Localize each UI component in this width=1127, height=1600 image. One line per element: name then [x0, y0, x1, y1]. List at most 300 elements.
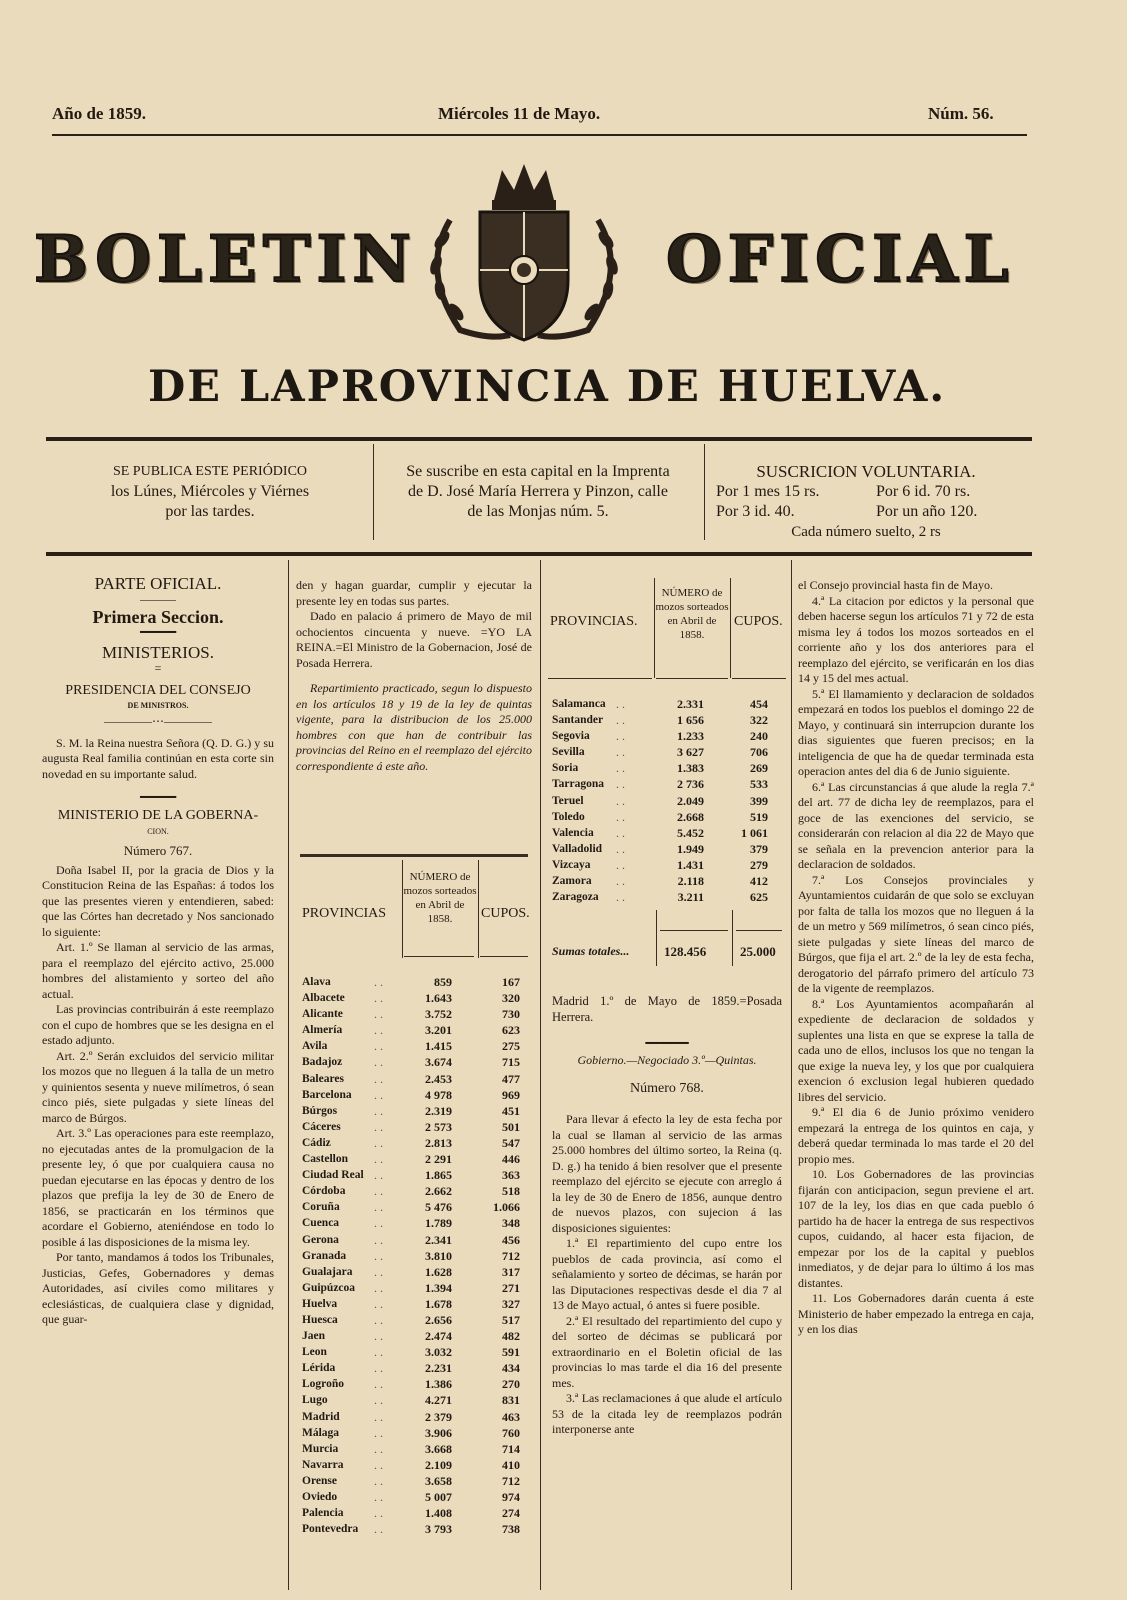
- leader-dots: . .: [616, 890, 625, 905]
- table-row: [298, 1215, 530, 1231]
- cupo-value: 279: [750, 857, 768, 872]
- paragraph: den y hagan guardar, cumplir y ejecutar la presente ley en todas sus partes.: [296, 578, 532, 608]
- info-divider: [704, 444, 705, 540]
- mozos-value: 2.109: [425, 1457, 452, 1472]
- table1-rows: [298, 974, 530, 1537]
- table-row: [548, 793, 786, 809]
- mozos-value: 2 379: [425, 1409, 452, 1424]
- cupo-value: 712: [502, 1473, 520, 1488]
- leader-dots: . .: [374, 1152, 383, 1167]
- presidencia-heading: PRESIDENCIA DEL CONSEJO: [65, 682, 251, 698]
- leader-dots: . .: [616, 857, 625, 872]
- province-name: Santander: [552, 714, 604, 727]
- mozos-value: 1.678: [425, 1296, 452, 1311]
- leader-dots: . .: [616, 841, 625, 856]
- mozos-value: 1.431: [677, 857, 704, 872]
- mozos-value: 2.231: [425, 1361, 452, 1376]
- table-row: [298, 1425, 530, 1441]
- paragraph: 8.ª Los Ayuntamientos acompañarán al expediente de declaracion de soldados y suplentes una lista en que se exprese la talla de cada uno de ellos, inclusos los que no tengan la que exige la nueva ley, y los que por cualquiera exencion ó exclusion legal hubieren quedado libres del servicio.: [798, 996, 1034, 1104]
- masthead-dateline: [52, 104, 1027, 130]
- cupo-value: 477: [502, 1071, 520, 1086]
- title-right: OFICIAL: [666, 222, 1015, 297]
- mozos-value: 1.394: [425, 1280, 452, 1295]
- top-rule: [52, 134, 1027, 136]
- leader-dots: . .: [374, 1490, 383, 1504]
- province-name: Málaga: [302, 1426, 340, 1439]
- table-rule: [660, 930, 728, 931]
- leader-dots: . .: [616, 874, 625, 889]
- province-name: Cádiz: [302, 1136, 331, 1149]
- paragraph: 9.ª El dia 6 de Junio próximo venidero empezará la entrega de los quintos en caja, y deberá quedar terminada lo mas tarde el 20 del propio mes.: [798, 1105, 1034, 1166]
- province-name: Zamora: [552, 875, 592, 888]
- cupo-value: 454: [750, 697, 768, 711]
- mozos-value: 1.415: [425, 1039, 452, 1054]
- mozos-value: 1.789: [425, 1216, 452, 1231]
- province-name: Albacete: [302, 992, 345, 1005]
- cupo-value: 730: [502, 1007, 520, 1022]
- totals-cupos: 25.000: [740, 944, 776, 959]
- info-divider: [373, 444, 374, 540]
- leader-dots: . .: [616, 713, 625, 728]
- year-label: Año de 1859.: [52, 104, 146, 123]
- cupo-value: 715: [502, 1055, 520, 1070]
- mozos-value: 4 978: [425, 1087, 452, 1102]
- cupo-value: 463: [502, 1409, 520, 1424]
- province-name: Avila: [302, 1040, 328, 1053]
- leader-dots: . .: [374, 1071, 383, 1086]
- table-row: [548, 841, 786, 857]
- cupo-value: 623: [502, 1023, 520, 1038]
- table-row: [298, 1296, 530, 1312]
- table-row: [298, 1264, 530, 1280]
- table-row: [548, 712, 786, 728]
- cupo-value: 322: [750, 713, 768, 728]
- mozos-value: 2.118: [677, 874, 704, 889]
- mozos-value: 2.668: [677, 809, 704, 824]
- province-name: Murcia: [302, 1442, 339, 1455]
- cupo-value: 327: [502, 1296, 520, 1311]
- mozos-value: 2.049: [677, 793, 704, 808]
- cupo-value: 519: [750, 809, 768, 824]
- mozos-value: 2.341: [425, 1232, 452, 1247]
- mozos-value: 859: [434, 975, 452, 989]
- cupo-value: 410: [502, 1457, 520, 1472]
- mozos-value: 3.810: [425, 1248, 452, 1263]
- table-row: [298, 1344, 530, 1360]
- column-4: [798, 578, 1034, 1338]
- leader-dots: . .: [374, 1264, 383, 1279]
- province-name: Gualajara: [302, 1265, 353, 1278]
- repartimiento-paragraph: Repartimiento practicado, segun lo dispuesto en los artículos 18 y 19 de la ley de quintas vigente, para la distribucion de los 25.000 hombres con que han de contribuir las provincias del Reino en el reemplazo del ejército correspondiente á este año.: [296, 681, 532, 773]
- table-divider: [732, 910, 733, 966]
- mozos-value: 1.628: [425, 1264, 452, 1279]
- cupo-value: 317: [502, 1264, 520, 1279]
- table-row: [298, 1473, 530, 1489]
- table-row: [298, 1038, 530, 1054]
- cupo-value: 706: [750, 745, 768, 760]
- leader-dots: . .: [374, 1184, 383, 1199]
- province-name: Guipúzcoa: [302, 1281, 356, 1294]
- leader-dots: . .: [374, 1345, 383, 1360]
- table-row: [298, 1232, 530, 1248]
- table-row: [548, 760, 786, 776]
- table-row: [298, 1054, 530, 1070]
- table-row: [298, 1199, 530, 1215]
- column-3: Madrid 1.º de Mayo de 1859.=Posada Herrera. ━━━━━━ Gobierno.—Negociado 3.º—Quintas. Número 768. Para llevar á efecto la ley de esta fecha por la cual se llaman al servicio de las armas 25.000 hombres del último sorteo, la Reina (q. D. g.) ha tenido á bien resolver que el presente reemplazo del ejército se ejecute con arreglo á la ley de 30 de Enero de 1856, aunque dentro de nuevos plazos, con sujecion á las disposiciones siguientes: 1.ª El repartimiento del cupo entre los pueblos de cada provincia, así como el señalamiento y sorteo de décimas, se harán por las Diputaciones respectivas desde el dia 7 al 13 de Mayo actual, ó antes si fuere posible. 2.ª El resultado del repartimiento del cupo y del sorteo de décimas se publicará por extraordinario en el Boletin oficial de las provincias lo mas tarde el dia 16 del presente mes. 3.ª Las reclamaciones á que alude el artículo 53 de la citada ley de reemplazos podrán interponerse ante: [552, 994, 782, 1436]
- mozos-value: 4.271: [425, 1393, 452, 1408]
- cupo-value: 412: [750, 874, 768, 889]
- number-768: Número 768.: [630, 1080, 704, 1096]
- cupo-value: 547: [502, 1135, 520, 1150]
- subscription-prices: SUSCRICION VOLUNTARIA. Por 1 mes 15 rs. Por 6 id. 70 rs. Por 3 id. 40. Por un año 120. Cada número suelto, 2 rs: [716, 462, 978, 540]
- mozos-value: 3.201: [425, 1023, 452, 1038]
- cupo-value: 451: [502, 1103, 520, 1118]
- paragraph: 2.ª El resultado del repartimiento del cupo y del sorteo de décimas se publicará por extraordinario en el Boletin oficial de las provincias lo mas tarde el dia 16 del presente mes.: [552, 1313, 782, 1390]
- table-row: [298, 1183, 530, 1199]
- cupo-value: 348: [502, 1216, 520, 1231]
- cupo-value: 274: [502, 1506, 520, 1521]
- leader-dots: . .: [616, 745, 625, 760]
- paragraph: Doña Isabel II, por la gracia de Dios y la Constitucion Reina de las Españas: á todos los que las presentes vieren y entendieren, sabed: que las Córtes han decretado y Nos sancionado lo siguiente:: [42, 862, 274, 939]
- province-name: Leon: [302, 1346, 327, 1359]
- table-divider: [478, 860, 479, 958]
- province-name: Huelva: [302, 1297, 338, 1310]
- cupo-value: 625: [750, 890, 768, 905]
- province-name: Baleares: [302, 1072, 344, 1085]
- mozos-value: 3 627: [677, 745, 704, 760]
- leader-dots: . .: [374, 1393, 383, 1408]
- table-rule: [548, 678, 652, 679]
- province-name: Huesca: [302, 1313, 338, 1326]
- table-row: [298, 1167, 530, 1183]
- mozos-value: 3.032: [425, 1345, 452, 1360]
- signature: Madrid 1.º de Mayo de 1859.=Posada Herrera.: [552, 994, 782, 1024]
- table-row: [298, 990, 530, 1006]
- table2-numero-header: NÚMERO de mozos sorteados en Abril de 1858.: [655, 587, 729, 641]
- province-name: Coruña: [302, 1201, 340, 1214]
- parte-oficial-heading: PARTE OFICIAL.: [94, 574, 222, 593]
- table-row: [298, 1119, 530, 1135]
- mozos-value: 2 291: [425, 1152, 452, 1167]
- province-name: Barcelona: [302, 1088, 352, 1101]
- leader-dots: . .: [374, 1361, 383, 1376]
- leader-dots: . .: [374, 1312, 383, 1327]
- leader-dots: . .: [616, 697, 625, 711]
- ministerio-gobernacion-heading: MINISTERIO DE LA GOBERNA-: [57, 808, 259, 823]
- column-divider: [288, 560, 289, 1590]
- cupo-value: 1 061: [741, 825, 768, 840]
- leader-dots: . .: [374, 991, 383, 1006]
- leader-dots: . .: [374, 1055, 383, 1070]
- table-row: [298, 1376, 530, 1392]
- mozos-value: 2.662: [425, 1184, 452, 1199]
- table-row: [298, 1521, 530, 1537]
- province-name: Soria: [552, 762, 579, 775]
- paragraph: el Consejo provincial hasta fin de Mayo.: [798, 578, 993, 592]
- paragraph: 11. Los Gobernadores darán cuenta á este Ministerio de haber empezado la entrega en caja, y en los dias: [798, 1291, 1034, 1336]
- table-rule: [736, 930, 782, 931]
- table-row: [298, 1006, 530, 1022]
- mozos-value: 1.408: [425, 1506, 452, 1521]
- province-name: Cáceres: [302, 1120, 341, 1133]
- table-row: [298, 1022, 530, 1038]
- province-name: Pontevedra: [302, 1523, 359, 1536]
- coat-of-arms-emblem: [410, 160, 638, 350]
- mozos-value: 2.656: [425, 1312, 452, 1327]
- table-row: [298, 1441, 530, 1457]
- mozos-value: 3.674: [425, 1055, 452, 1070]
- table-row: [298, 1328, 530, 1344]
- leader-dots: . .: [374, 1329, 383, 1344]
- mozos-value: 1.233: [677, 729, 704, 744]
- province-name: Navarra: [302, 1458, 344, 1471]
- table-row: [548, 776, 786, 792]
- leader-dots: . .: [374, 1200, 383, 1215]
- table-row: [298, 1409, 530, 1425]
- mozos-value: 1 656: [677, 713, 704, 728]
- primera-seccion-heading: Primera Seccion.: [92, 606, 224, 627]
- mozos-value: 1.949: [677, 841, 704, 856]
- table-row: [548, 696, 786, 712]
- leader-dots: . .: [374, 1425, 383, 1440]
- province-name: Jaen: [302, 1330, 325, 1343]
- column-divider: [540, 560, 541, 1590]
- paragraph: Art. 2.º Serán excluidos del servicio militar los mozos que no lleguen á la talla de un metro y quinientos sesenta y nueve milímetros, ó sean cinco piés, siete pulgadas y siete líneas del marco de Búrgos.: [42, 1048, 274, 1125]
- table-row: [548, 809, 786, 825]
- province-name: Orense: [302, 1474, 337, 1487]
- province-name: Tarragona: [552, 778, 604, 791]
- date-label: Miércoles 11 de Mayo.: [438, 104, 601, 123]
- table-row: [548, 728, 786, 744]
- cupo-value: 518: [502, 1184, 520, 1199]
- leader-dots: . .: [616, 793, 625, 808]
- mozos-value: 3.906: [425, 1425, 452, 1440]
- table-row: [298, 1248, 530, 1264]
- province-name: Salamanca: [552, 698, 606, 710]
- leader-dots: . .: [616, 825, 625, 840]
- negociado-heading: Gobierno.—Negociado 3.º—Quintas.: [577, 1053, 757, 1067]
- leader-dots: . .: [374, 1216, 383, 1231]
- leader-dots: . .: [374, 1119, 383, 1134]
- leader-dots: . .: [374, 1441, 383, 1456]
- leader-dots: . .: [374, 1023, 383, 1038]
- info-top-rule: [46, 437, 1032, 441]
- province-name: Segovia: [552, 730, 590, 743]
- cupo-value: 275: [502, 1039, 520, 1054]
- mozos-value: 2.474: [425, 1329, 452, 1344]
- table-row: [548, 873, 786, 889]
- paragraph: Art. 1.º Se llaman al servicio de las armas, para el reemplazo del ejército activo, 25.000 hombres del alistamiento y sorteo del año actual.: [42, 940, 274, 1001]
- table-row: [298, 1103, 530, 1119]
- paragraph: 10. Los Gobernadores de las provincias fijarán con anticipacion, segun previene el art. 107 de la ley, los dias en que cada pueblo ó partido ha de hacer la entrega de sus respectivos cupos, cuidando, al hacer esta fijacion, de empezar por los de la capital y pueblos inmediatos, y de dejar para lo último á los mas distantes.: [798, 1167, 1034, 1290]
- cupo-value: 446: [502, 1152, 520, 1167]
- mozos-value: 1.383: [677, 761, 704, 776]
- issue-number: Núm. 56.: [928, 104, 994, 123]
- mozos-value: 2.319: [425, 1103, 452, 1118]
- mozos-value: 5.452: [677, 825, 704, 840]
- leader-dots: . .: [616, 729, 625, 744]
- table-rule: [480, 956, 528, 957]
- cupo-value: 270: [502, 1377, 520, 1392]
- table-row: [298, 1505, 530, 1521]
- mozos-value: 2 736: [677, 777, 704, 792]
- mozos-value: 3.752: [425, 1007, 452, 1022]
- paragraph: 1.ª El repartimiento del cupo entre los pueblos de cada provincia, así como el señalamiento y sorteo de décimas, se harán por las Diputaciones respectivas desde el dia 7 al 13 de Mayo actual, ó antes si fuere posible.: [552, 1236, 782, 1312]
- table-divider: [730, 578, 731, 678]
- mozos-value: 1.643: [425, 991, 452, 1006]
- leader-dots: . .: [374, 1409, 383, 1424]
- province-name: Valladolid: [552, 842, 603, 855]
- table-row: [298, 1280, 530, 1296]
- cupo-value: 738: [502, 1522, 520, 1537]
- leader-dots: . .: [374, 1007, 383, 1022]
- leader-dots: . .: [374, 1087, 383, 1102]
- leader-dots: . .: [374, 1296, 383, 1311]
- table-row: [298, 1151, 530, 1167]
- column-2: [296, 578, 532, 774]
- table-row: [548, 889, 786, 905]
- table-rule: [300, 854, 528, 857]
- table-row: [548, 744, 786, 760]
- table-row: [298, 1489, 530, 1505]
- province-name: Córdoba: [302, 1185, 346, 1198]
- province-name: Oviedo: [302, 1491, 338, 1503]
- table-row: [298, 1457, 530, 1473]
- mozos-value: 3.211: [677, 890, 704, 905]
- province-name: Granada: [302, 1249, 347, 1262]
- table-row: [298, 1392, 530, 1408]
- mozos-value: 2.331: [677, 697, 704, 711]
- leader-dots: . .: [374, 975, 383, 989]
- leader-dots: . .: [374, 1473, 383, 1488]
- cupo-value: 271: [502, 1280, 520, 1295]
- cupo-value: 434: [502, 1361, 520, 1376]
- paragraph: S. M. la Reina nuestra Señora (Q. D. G.) y su augusta Real familia continúan en esta corte sin novedad en su importante salud.: [42, 735, 274, 781]
- ministerios-heading: MINISTERIOS.: [102, 643, 214, 662]
- mozos-value: 3.658: [425, 1473, 452, 1488]
- totals-numero: 128.456: [664, 944, 707, 959]
- cupo-value: 533: [750, 777, 768, 792]
- province-name: Palencia: [302, 1507, 344, 1520]
- mozos-value: 5 476: [425, 1200, 452, 1215]
- leader-dots: . .: [616, 777, 625, 792]
- paragraph: 6.ª Las circunstancias á que alude la regla 7.ª del art. 77 de dicha ley de reemplazos, para el goce de las exenciones del servicio, se considerarán con relacion al dia 22 de Mayo que se señala en la prevencion anterior para la declaracion de soldados.: [798, 779, 1034, 871]
- table-row: [298, 1071, 530, 1087]
- number-767: Número 767.: [123, 843, 193, 858]
- leader-dots: . .: [374, 1103, 383, 1118]
- province-name: Badajoz: [302, 1056, 343, 1069]
- paragraph: Dado en palacio á primero de Mayo de mil ochocientos cincuenta y nueve. =YO LA REINA.=El Ministro de la Gobernacion, José de Posada Herrera.: [296, 609, 532, 670]
- column-divider: [791, 560, 792, 1590]
- table1-numero-header: NÚMERO de mozos sorteados en Abril de 1858.: [403, 871, 477, 925]
- leader-dots: . .: [616, 809, 625, 824]
- table-row: [548, 857, 786, 873]
- paragraph: 4.ª La citacion por edictos y la personal que deben hacerse segun los artículos 71 y 72 de esta misma ley á todos los mozos sorteados en el corriente año y los dos anteriores para el reemplazo del ejército, se verificarán en los dias 14 y 15 del mes actual.: [798, 593, 1034, 685]
- leader-dots: . .: [616, 761, 625, 776]
- mozos-value: 2.813: [425, 1135, 452, 1150]
- table1-cupos-header: CUPOS.: [481, 906, 530, 921]
- leader-dots: . .: [374, 1522, 383, 1537]
- cupo-value: 482: [502, 1329, 520, 1344]
- cupo-value: 974: [502, 1490, 520, 1504]
- leader-dots: . .: [374, 1506, 383, 1521]
- cupo-value: 456: [502, 1232, 520, 1247]
- province-name: Valencia: [552, 826, 594, 839]
- paragraph: Las provincias contribuirán á este reemplazo con el cupo de hombres que se les designa en el estado adjunto.: [42, 1002, 274, 1047]
- title-left: BOLETIN: [34, 222, 417, 297]
- province-name: Vizcaya: [552, 858, 591, 871]
- province-name: Gerona: [302, 1233, 339, 1246]
- cupo-value: 1.066: [493, 1200, 520, 1215]
- cupo-value: 379: [750, 841, 768, 856]
- province-name: Almería: [302, 1024, 343, 1037]
- cupo-value: 167: [502, 975, 520, 989]
- table-rule: [732, 678, 786, 679]
- province-name: Alicante: [302, 1008, 343, 1021]
- table-row: [298, 1087, 530, 1103]
- mozos-value: 1.386: [425, 1377, 452, 1392]
- province-name: Búrgos: [302, 1104, 338, 1117]
- mozos-value: 1.865: [425, 1168, 452, 1183]
- cupo-value: 320: [502, 991, 520, 1006]
- table-rule: [656, 678, 728, 679]
- leader-dots: . .: [374, 1377, 383, 1392]
- totals-label: Sumas totales...: [552, 944, 630, 958]
- cupo-value: 760: [502, 1425, 520, 1440]
- cupo-value: 501: [502, 1119, 520, 1134]
- table2-rows: [548, 696, 786, 905]
- table2-provincias-header: PROVINCIAS.: [550, 614, 638, 629]
- paragraph: Por tanto, mandamos á todos los Tribunales, Justicias, Gefes, Gobernadores y demas Autoridades, así civiles como militares y eclesiásticas, de cualquiera clase y dignidad, que guar-: [42, 1250, 274, 1326]
- table-row: [548, 825, 786, 841]
- cupo-value: 363: [502, 1168, 520, 1183]
- paragraph: 3.ª Las reclamaciones á que alude el artículo 53 de la citada ley de reemplazos podrán interponerse ante: [552, 1391, 782, 1436]
- leader-dots: . .: [374, 1232, 383, 1247]
- paragraph: Para llevar á efecto la ley de esta fecha por la cual se llaman al servicio de las armas 25.000 hombres del último sorteo, la Reina (q. D. g.) ha tenido á bien resolver que el presente reemplazo del ejército se ejecute con arreglo á la ley de 30 de Enero de 1856, aunque dentro de nuevos plazos, con sujecion á las disposiciones siguientes:: [552, 1112, 782, 1235]
- cupo-value: 591: [502, 1345, 520, 1360]
- mozos-value: 2 573: [425, 1119, 452, 1134]
- province-name: Alava: [302, 976, 331, 988]
- province-name: Castellon: [302, 1153, 348, 1166]
- province-name: Teruel: [552, 794, 584, 807]
- mozos-value: 3.668: [425, 1441, 452, 1456]
- province-name: Cuenca: [302, 1217, 340, 1230]
- paragraph: Art. 3.º Las operaciones para este reemplazo, no ejecutadas antes de la promulgacion de la presente ley, ó que por cualquiera causa no puedan ejecutarse en las épocas y dentro de los plazos que prefija la ley de 30 de Enero de 1856, se practicarán en los términos que acordare el Gobierno, ateniéndose en todo lo posible á las disposiciones de la misma ley.: [42, 1126, 274, 1249]
- table-rule: [404, 956, 474, 957]
- leader-dots: . .: [374, 1168, 383, 1183]
- cupo-value: 517: [502, 1312, 520, 1327]
- cupo-value: 969: [502, 1087, 520, 1102]
- info-bottom-rule: [46, 552, 1032, 556]
- table-row: [298, 1135, 530, 1151]
- mozos-value: 5 007: [425, 1490, 452, 1504]
- leader-dots: . .: [374, 1039, 383, 1054]
- subscription-address: Se suscribe en esta capital en la Imprenta de D. José María Herrera y Pinzon, calle de las Monjas núm. 5.: [406, 463, 670, 520]
- cupo-value: 240: [750, 729, 768, 744]
- publication-schedule: SE PUBLICA ESTE PERIÓDICO los Lúnes, Miércoles y Viérnes por las tardes.: [110, 464, 310, 520]
- cupo-value: 712: [502, 1248, 520, 1263]
- paragraph: 7.ª Los Consejos provinciales y Ayuntamientos cuidarán de que solo se excluyan por falta de talla los mozos que no lleguen á la de un metro y 569 milímetros, ó sean cinco piés, siete pulgadas y siete líneas del marco de Búrgos, que fija el art. 2.º de la ley de esta fecha, derogatorio del párrafo primero del artículo 73 de la vigente de reemplazos.: [798, 872, 1034, 995]
- province-name: Sevilla: [552, 746, 585, 759]
- leader-dots: . .: [374, 1280, 383, 1295]
- table2-cupos-header: CUPOS.: [734, 614, 783, 629]
- table-row: [298, 1360, 530, 1376]
- cupo-value: 714: [502, 1441, 520, 1456]
- table-row: [298, 1312, 530, 1328]
- column-1: PARTE OFICIAL. ——— Primera Seccion. ━━━━━ MINISTERIOS. = PRESIDENCIA DEL CONSEJO DE MINISTROS. ————⋯———— S. M. la Reina nuestra Señora (Q. D. G.) y su augusta Real familia continúan en esta corte sin novedad en su importante salud. ━━━━━ MINISTERIO DE LA GOBERNA- CION. Número 767. Doña Isabel II, por la gracia de Dios y la Constitucion Reina de las Españas: á todos los que las presentes vieren y entendieren, sabed: que las Córtes han decretado y Nos sancionado lo siguiente: Art. 1.º Se llaman al servicio de las armas, para el reemplazo del ejército activo, 25.000 hombres del alistamiento y sorteo del año actual. Las provincias contribuirán á este reemplazo con el cupo de hombres que se les designa en el estado adjunto. Art. 2.º Serán excluidos del servicio militar los mozos que no lleguen á la talla de un metro y quinientos sesenta y nueve milímetros, ó sean cinco piés, siete pulgadas y siete líneas del marco de Búrgos. Art. 3.º Las operaciones para este reemplazo, no ejecutadas antes de la promulgacion de la presente ley, ó que por cualquiera causa no puedan ejecutarse en las épocas y dentro de los plazos que prefija la ley de 30 de Enero de 1856, se practicarán en los términos que acordare el Gobierno, ateniéndose en todo lo posible á las disposiciones de la misma ley. Por tanto, mandamos á todos los Tribunales, Justicias, Gefes, Gobernadores y demas Autoridades, así civiles como militares y eclesiásticas, de cualquiera clase y dignidad, que guar-: [42, 574, 274, 1326]
- province-name: Logroño: [302, 1378, 344, 1391]
- mozos-value: 3 793: [425, 1522, 452, 1537]
